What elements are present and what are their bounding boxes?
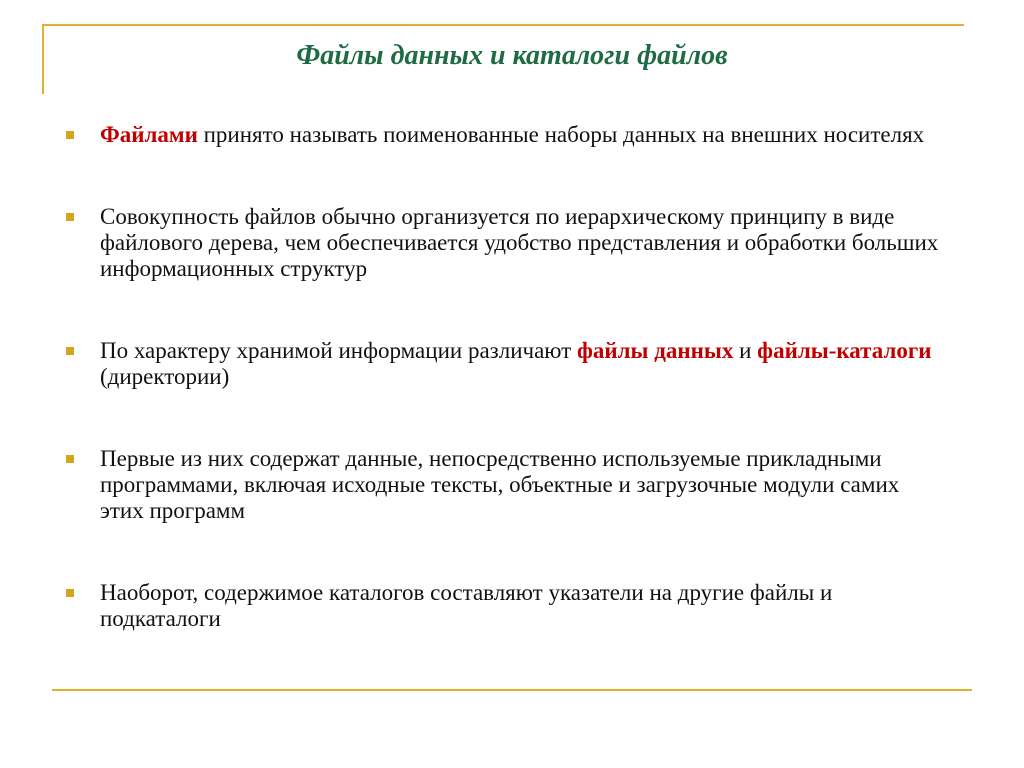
bullet-text-mid: и bbox=[733, 338, 758, 363]
bullet-text: Совокупность файлов обычно организуется по иерархическому принципу в виде файлового дерева, чем обеспечивается удобство представления и обработки больших информационных структур bbox=[100, 204, 939, 281]
bullet-text-post: (директории) bbox=[100, 364, 230, 389]
square-bullet-icon bbox=[66, 213, 74, 221]
bullet-text: Первые из них содержат данные, непосредственно используемые прикладными программами, включая исходные тексты, объектные и загрузочные модули самих этих программ bbox=[100, 446, 900, 523]
square-bullet-icon bbox=[66, 131, 74, 139]
bullet-text: Наоборот, содержимое каталогов составляют указатели на другие файлы и подкаталоги bbox=[100, 580, 833, 631]
bullet-text: принято называть поименованные наборы данных на внешних носителях bbox=[197, 122, 925, 147]
highlight-term: Файлами bbox=[100, 122, 198, 147]
square-bullet-icon bbox=[66, 347, 74, 355]
highlight-term: файлы данных bbox=[576, 338, 734, 363]
frame-bottom-line bbox=[52, 689, 972, 691]
slide-title: Файлы данных и каталоги файлов bbox=[296, 40, 728, 71]
bullet-item-2 bbox=[64, 204, 944, 282]
bullet-list bbox=[64, 122, 944, 632]
bullet-text-pre: По характеру хранимой информации различают bbox=[100, 338, 577, 363]
bullet-item-5 bbox=[64, 580, 944, 632]
bullet-item-4 bbox=[64, 446, 944, 524]
square-bullet-icon bbox=[66, 589, 74, 597]
bullet-item-3 bbox=[64, 338, 944, 390]
square-bullet-icon bbox=[66, 455, 74, 463]
bullet-item-1 bbox=[64, 122, 944, 148]
frame-top-line bbox=[42, 24, 964, 26]
highlight-term: файлы-каталоги bbox=[757, 338, 932, 363]
